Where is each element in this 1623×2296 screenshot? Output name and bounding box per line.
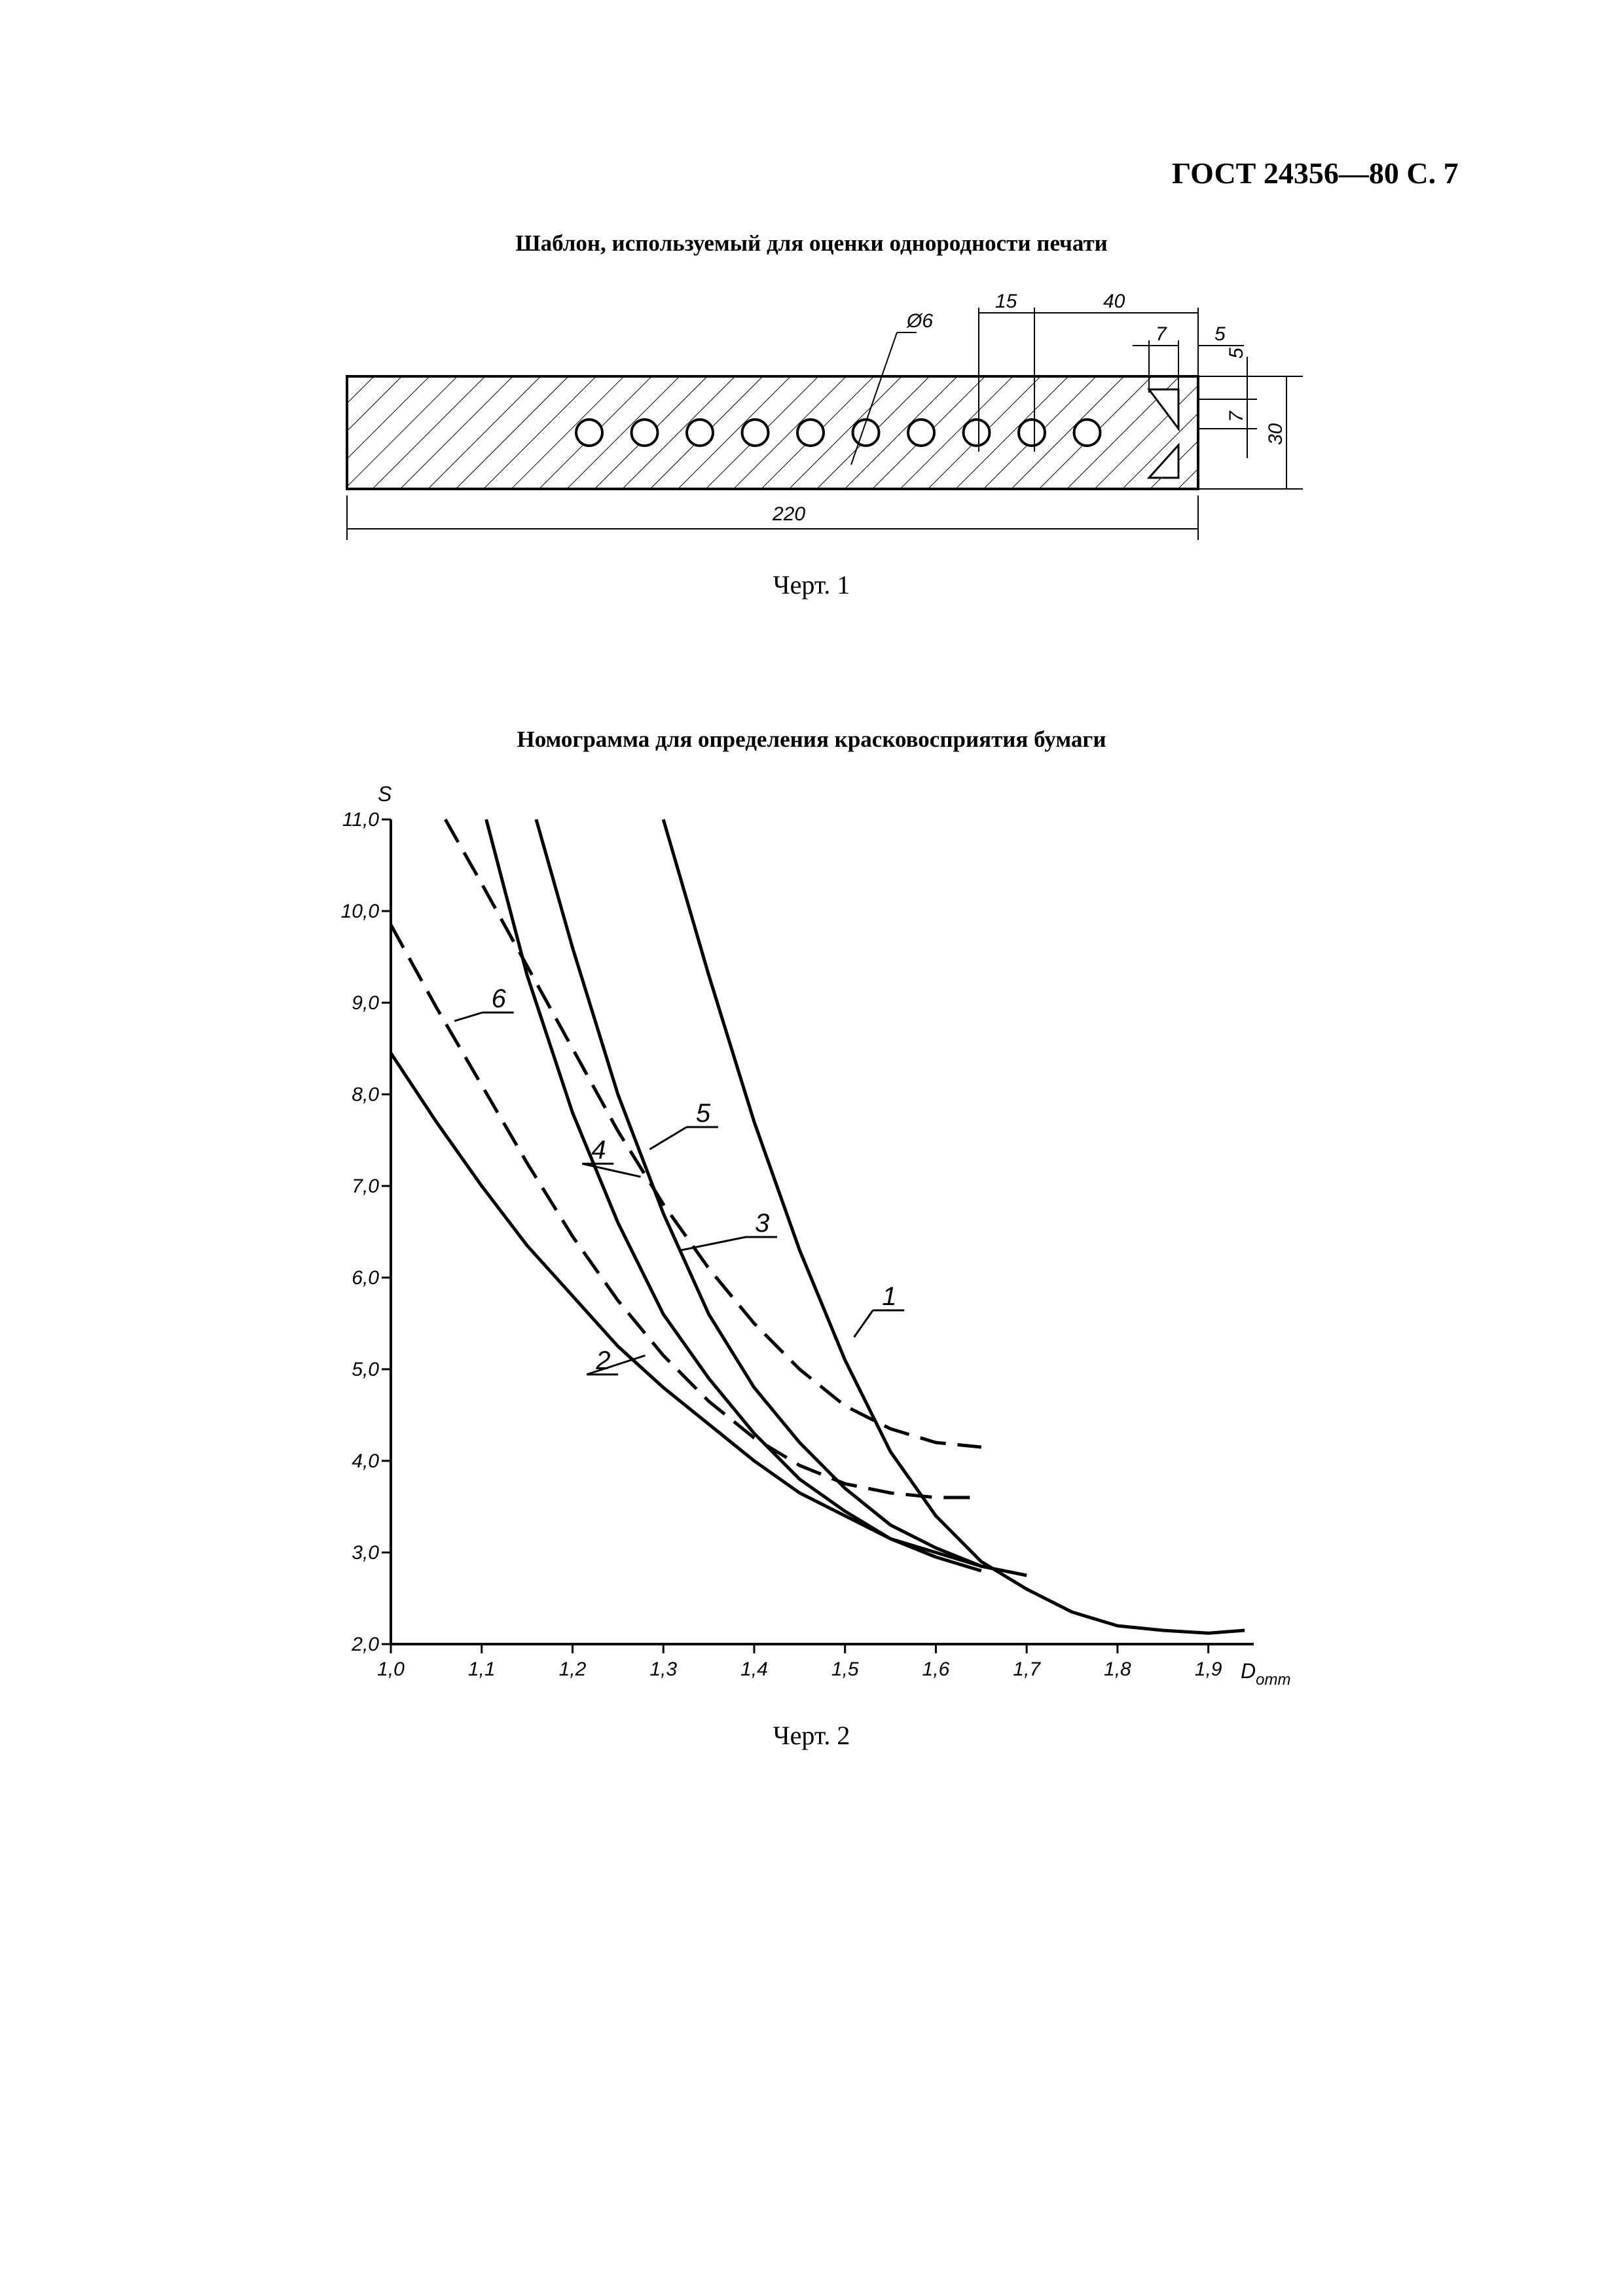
y-tick-label: 6,0	[352, 1267, 379, 1289]
x-tick-label: 1,1	[467, 1659, 496, 1680]
dim-hole-diameter: Ø6	[907, 310, 934, 332]
figure2-caption: Черт. 2	[773, 1721, 850, 1750]
x-tick-label: 1,8	[1104, 1659, 1131, 1680]
y-tick-label: 7,0	[352, 1175, 379, 1197]
x-tick-label: 1,7	[1013, 1659, 1041, 1680]
y-tick-label: 9,0	[352, 992, 379, 1014]
x-axis-label	[1241, 1659, 1290, 1689]
x-tick-label: 1,2	[558, 1659, 587, 1680]
figure1-title: Шаблон, используемый для оценки однородности печати	[515, 230, 1108, 256]
x-tick-label: 1,0	[377, 1659, 405, 1680]
y-tick-label: 4,0	[352, 1450, 379, 1472]
figure1-caption: Черт. 1	[773, 570, 850, 600]
curve-label-5: 5	[695, 1099, 711, 1128]
dim-spacing: 15	[995, 291, 1017, 312]
x-axis-label-main: D	[1241, 1659, 1256, 1683]
y-axis-label: S	[378, 782, 392, 806]
curve-label-2: 2	[596, 1346, 611, 1375]
dim-offset-right: 40	[1103, 291, 1125, 312]
curve-1	[663, 819, 1245, 1633]
x-tick-label: 1,5	[831, 1659, 859, 1680]
curve-label-1: 1	[882, 1282, 897, 1311]
y-tick-label: 5,0	[352, 1359, 379, 1380]
curve-5	[445, 819, 981, 1447]
dim-margin-top-right: 5	[1214, 323, 1226, 345]
curve-4	[486, 819, 981, 1571]
dim-triangle-width: 7	[1156, 323, 1167, 345]
y-tick-label: 2,0	[352, 1634, 379, 1655]
curve-label-6: 6	[491, 984, 506, 1013]
figure2-title: Номограмма для определения красковосприятия бумаги	[517, 726, 1106, 752]
x-tick-label: 1,9	[1194, 1659, 1222, 1680]
y-tick-label: 3,0	[352, 1542, 379, 1564]
curve-label-leader	[454, 1013, 483, 1021]
y-tick-label: 10,0	[340, 901, 379, 922]
curve-label-leader	[649, 1127, 686, 1149]
curve-label-leader	[582, 1164, 640, 1177]
y-tick-label: 8,0	[352, 1084, 379, 1105]
x-axis-label-sub: отт	[1256, 1671, 1291, 1689]
curve-3	[536, 819, 981, 1566]
curve-label-3: 3	[755, 1209, 770, 1238]
curve-label-4: 4	[591, 1136, 606, 1164]
y-tick-label: 11,0	[342, 809, 379, 831]
curve-label-leader	[854, 1310, 873, 1337]
dim-length: 220	[773, 503, 806, 525]
curve-label-leader	[682, 1237, 746, 1250]
curve-6	[391, 925, 981, 1498]
dim-height: 30	[1265, 423, 1286, 445]
x-tick-label: 1,6	[922, 1659, 950, 1680]
document-header: ГОСТ 24356—80 С. 7	[1172, 156, 1459, 190]
x-tick-label: 1,3	[649, 1659, 678, 1680]
dim-triangle-height: 7	[1226, 411, 1247, 422]
dim-margin-top-vertical: 5	[1226, 348, 1247, 359]
x-tick-label: 1,4	[740, 1659, 768, 1680]
